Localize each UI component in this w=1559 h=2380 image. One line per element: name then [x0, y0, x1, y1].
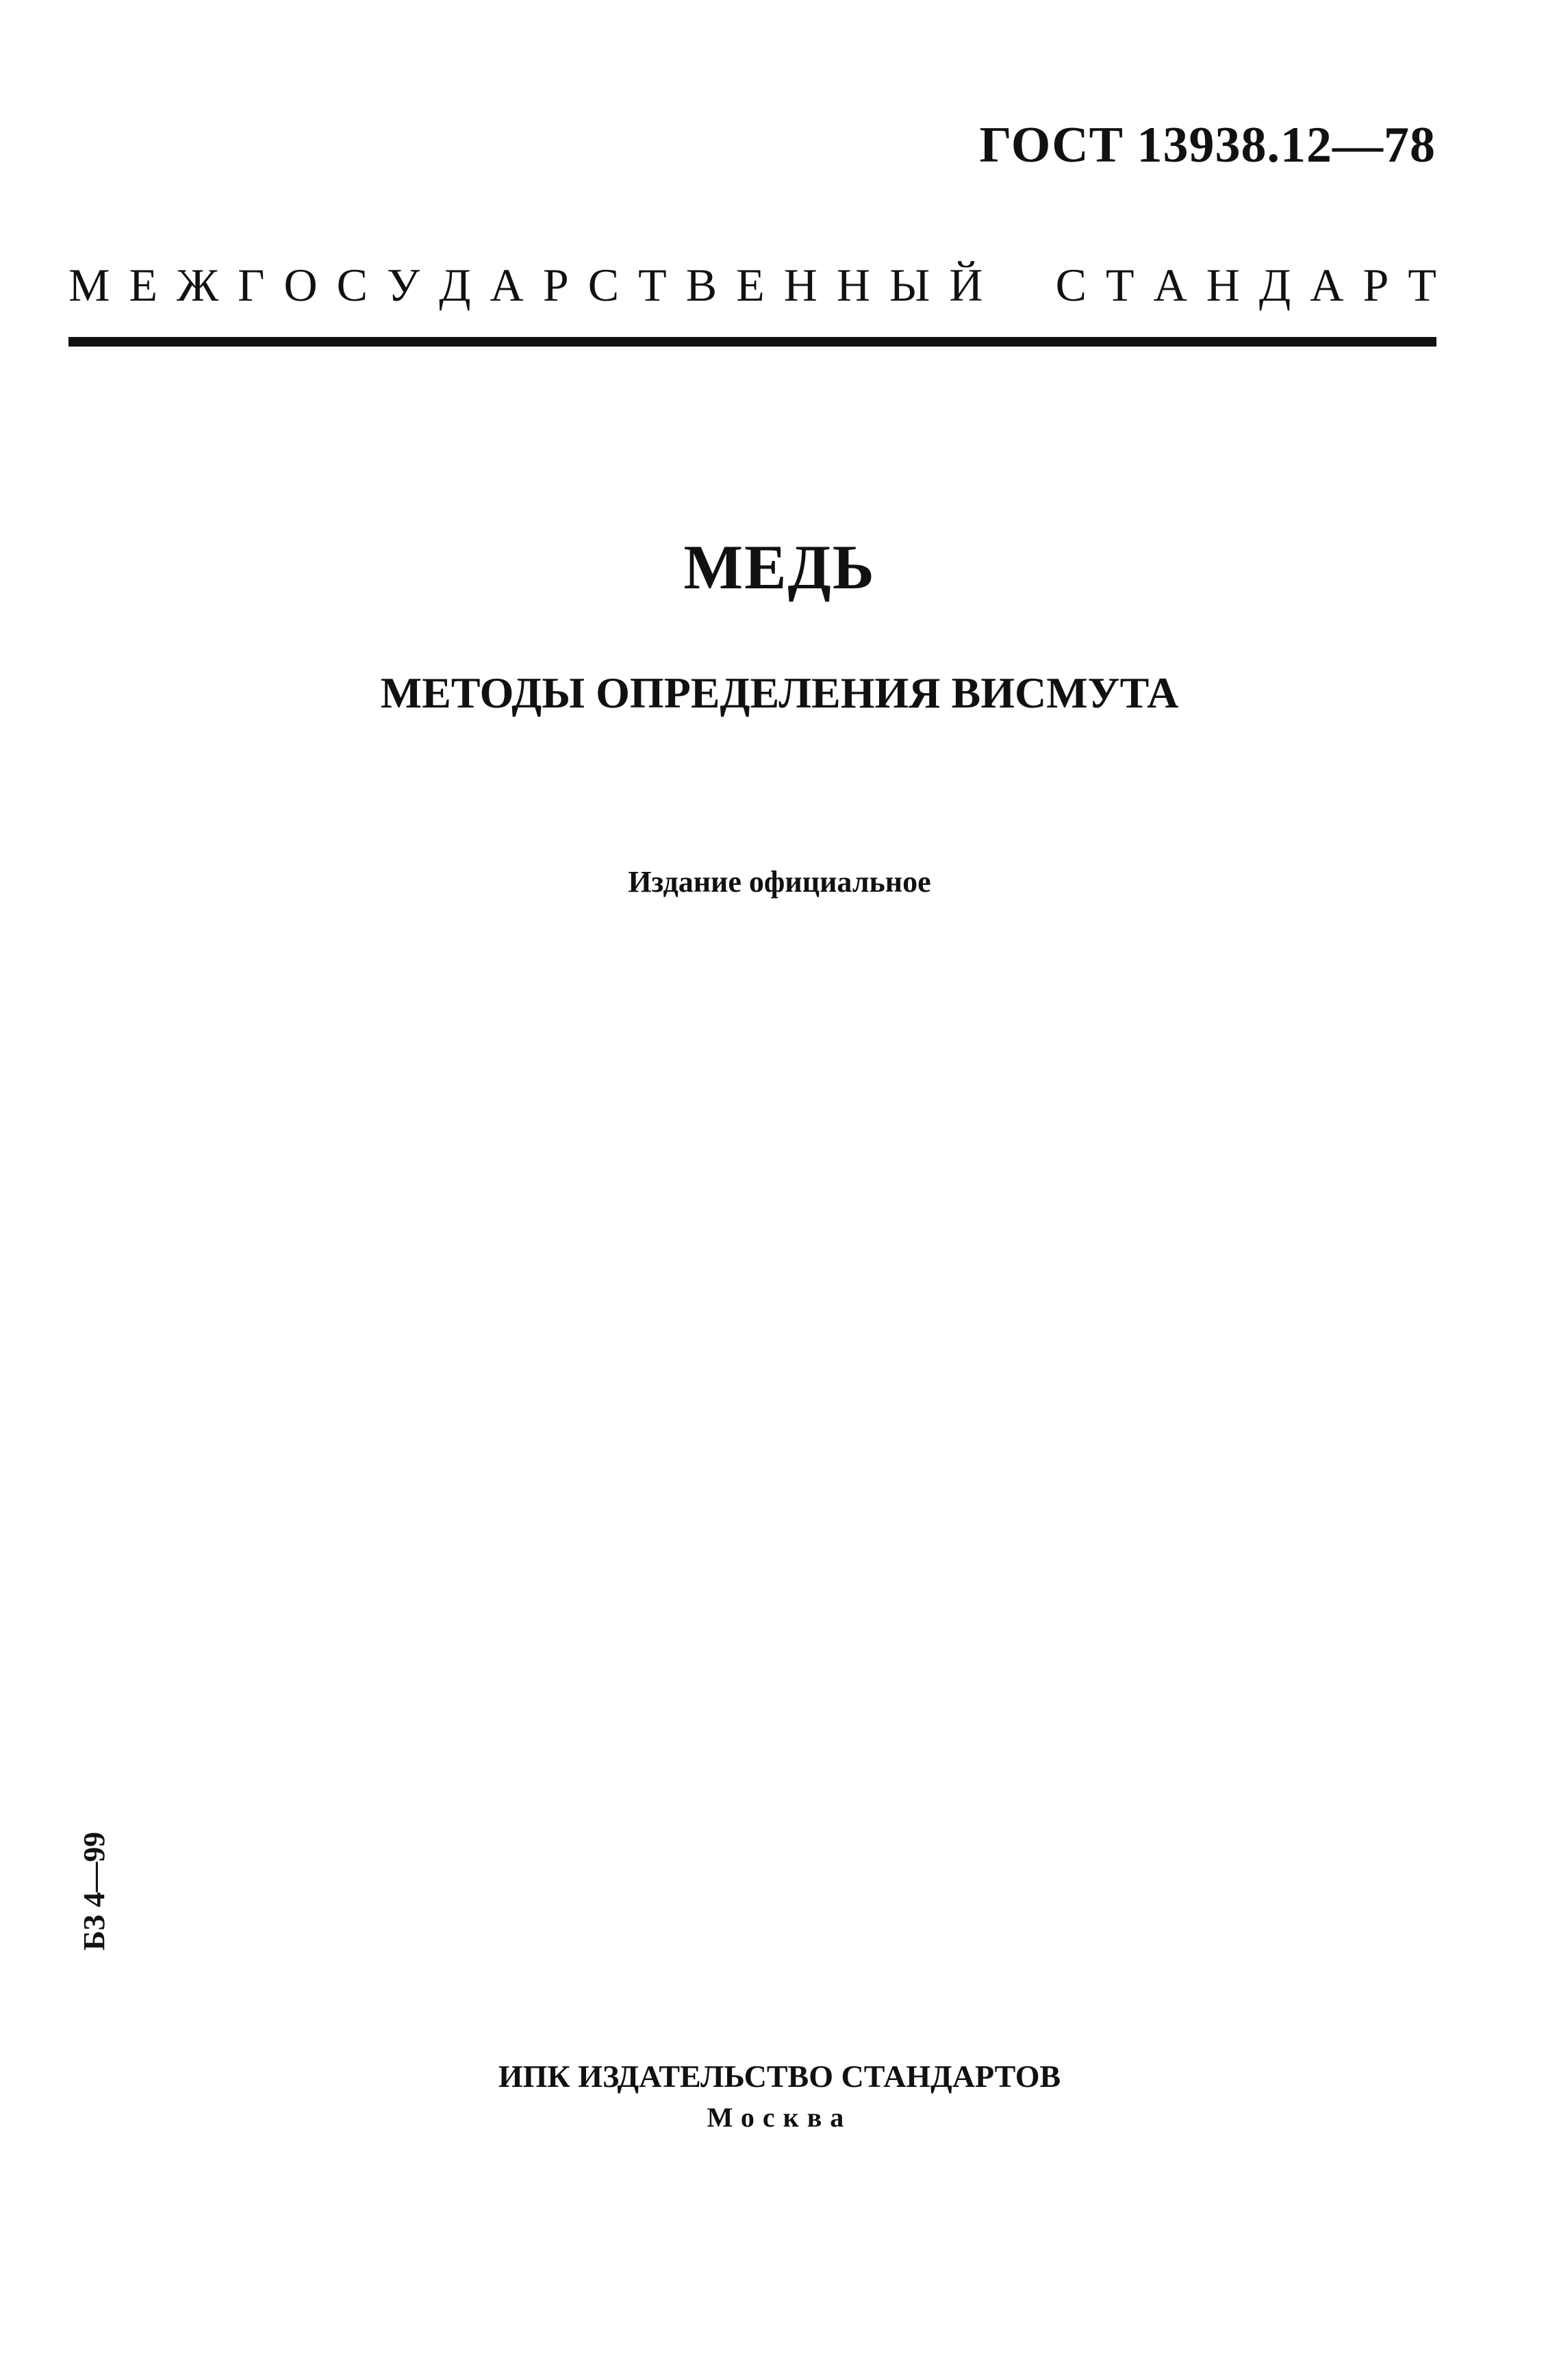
heading-letter: Й: [949, 259, 983, 311]
heading-letter: Е: [736, 259, 765, 311]
publisher-city: Москва: [707, 2102, 852, 2133]
heading-letter: С: [587, 259, 620, 311]
heading-letter: А: [1153, 259, 1187, 311]
heading-letter: С: [1055, 259, 1087, 311]
heading-letter: Т: [638, 259, 667, 311]
document-subtitle: МЕТОДЫ ОПРЕДЕЛЕНИЯ ВИСМУТА: [380, 668, 1179, 717]
side-registration-code: БЗ 4—99: [77, 1831, 111, 1951]
heading-letter: Р: [542, 259, 569, 311]
heading-word-gap: [1002, 262, 1037, 308]
edition-label: Издание официальное: [628, 865, 931, 899]
heading-letter: У: [387, 259, 420, 311]
heading-letter: Д: [439, 259, 471, 311]
heading-letter: Ы: [889, 259, 930, 311]
heading-letter: С: [336, 259, 368, 311]
heading-letter: В: [685, 259, 718, 311]
heading-letter: Н: [783, 259, 817, 311]
standard-type-heading: [68, 259, 1436, 311]
heading-letter: Ж: [177, 259, 219, 311]
heading-letter: Н: [1206, 259, 1240, 311]
heading-letter: Е: [129, 259, 158, 311]
heading-letter: А: [1310, 259, 1344, 311]
heading-letter: Н: [836, 259, 870, 311]
document-code: ГОСТ 13938.12—78: [979, 117, 1436, 173]
heading-letter: Г: [238, 259, 265, 311]
heading-letter: О: [283, 259, 318, 311]
heading-letter: Т: [1105, 259, 1135, 311]
heading-letter: Д: [1258, 259, 1291, 311]
publisher-name: ИПК ИЗДАТЕЛЬСТВО СТАНДАРТОВ: [498, 2059, 1061, 2094]
document-title: МЕДЬ: [683, 532, 876, 602]
header-rule: [68, 337, 1436, 347]
heading-letter: М: [68, 259, 110, 311]
heading-letter: Р: [1362, 259, 1389, 311]
heading-letter: А: [490, 259, 524, 311]
heading-letter: Т: [1408, 259, 1436, 311]
